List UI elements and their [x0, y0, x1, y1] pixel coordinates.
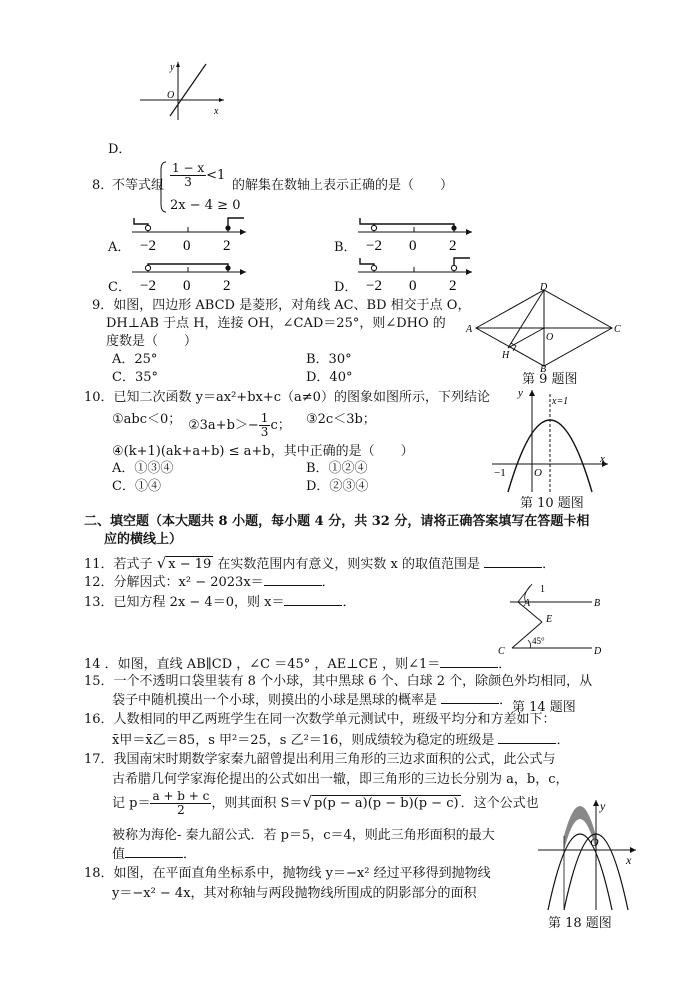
- q11-sqrt: √ x − 19: [156, 554, 212, 572]
- q8-number: 8．: [92, 178, 114, 193]
- q17-sqrt: √ p(p − a)(p − b)(p − c): [302, 793, 459, 812]
- q8c-tick-2: 2: [223, 278, 231, 294]
- q10-axis-label: x=1: [552, 396, 569, 407]
- q14-text: 14 ．如图，直线 AB∥CD ，∠C ＝45° ，AE⊥CE ，则∠1＝: [84, 657, 441, 672]
- q16-end: ．: [556, 733, 570, 748]
- q11: [84, 554, 555, 573]
- q14-end: ．: [498, 657, 512, 672]
- q17-end: ．: [183, 847, 197, 862]
- q15-end: ．: [499, 693, 513, 708]
- q9-point-d: D: [540, 282, 548, 293]
- q10-text-line1: 10．已知二次函数 y＝ax²+bx+c（a≠0）的图象如图所示，下列结论: [84, 390, 490, 405]
- q11-end: ．: [542, 557, 556, 572]
- q8d-tick-neg2: −2: [366, 278, 382, 294]
- q16-line2: [112, 732, 569, 749]
- q10-option-c: C．①④: [112, 479, 161, 494]
- q17-line3: [112, 790, 539, 817]
- q13-answer-blank[interactable]: [284, 594, 342, 606]
- q8a-tick-neg2: −2: [140, 238, 156, 254]
- q7-origin-label: O: [167, 90, 175, 101]
- q17-p-num: a + b + c: [152, 789, 210, 803]
- section2-heading-line2: 应的横线上）: [104, 532, 183, 547]
- q11-answer-blank[interactable]: [484, 556, 542, 568]
- q9-option-d: D．40°: [306, 370, 353, 385]
- q18-line2: y＝−x² − 4x，其对称轴与两段抛物线所围成的阴影部分的面积: [112, 886, 477, 901]
- q9-text-line2: DH⊥AB 于点 H，连接 OH，∠CAD＝25°，则∠DHO 的: [106, 316, 446, 331]
- q9-point-c: C: [614, 324, 621, 335]
- q17-p-den: 2: [177, 803, 185, 818]
- q12: [84, 574, 335, 591]
- q10-caption: 第 10 题图: [520, 496, 584, 511]
- q18-caption: 第 18 题图: [548, 916, 612, 931]
- q15-line1: 15．一个不透明口袋里装有 8 个小球，其中黑球 6 个、白球 2 个，除颜色外均相同，从: [84, 674, 593, 689]
- q14-point-d: D: [594, 646, 602, 657]
- q10-origin-label: O: [534, 467, 542, 479]
- q9-option-c: C．35°: [112, 370, 158, 385]
- q9-point-b: B: [540, 364, 547, 372]
- q13: [84, 594, 355, 611]
- q15-answer-blank[interactable]: [441, 692, 499, 704]
- q7-option-d-graph: [134, 58, 234, 122]
- q14-point-b: B: [594, 598, 601, 609]
- q8-inequality-2: 2x − 4 ≥ 0: [170, 198, 241, 213]
- q8b-tick-neg2: −2: [366, 238, 382, 254]
- q17-line5-text: 值: [112, 847, 126, 862]
- q10-y-label: y: [518, 387, 523, 399]
- q7-y-label: y: [170, 62, 175, 73]
- q12-end: ．: [321, 575, 335, 590]
- q8a-tick-2: 2: [223, 238, 231, 254]
- q17-line4: 被称为海伦- 秦九韶公式．若 p＝5，c＝4，则此三角形面积的最大: [112, 828, 495, 843]
- q9-option-a: A．25°: [112, 352, 158, 367]
- q14-caption: 第 14 题图: [512, 700, 576, 715]
- q9-point-a: A: [466, 324, 473, 335]
- q11-radicand: x − 19: [168, 557, 212, 572]
- q8d-tick-2: 2: [449, 278, 457, 294]
- q8b-tick-2: 2: [449, 238, 457, 254]
- q14-answer-blank[interactable]: [440, 656, 498, 668]
- q7-option-d: D．: [108, 142, 132, 157]
- q17-line3-b: ，则其面积 S＝: [211, 796, 303, 812]
- q8-option-d-label: D．: [334, 280, 358, 295]
- q8a-tick-0: 0: [183, 238, 191, 254]
- q8-inequality-1: [170, 162, 225, 189]
- q9-rhombus-figure: [462, 282, 622, 372]
- q14: [84, 656, 511, 673]
- q8-ineq1-rel: <1: [206, 168, 226, 184]
- q10-x-label: x: [600, 453, 605, 465]
- q18-parabola-figure: [534, 796, 640, 912]
- q17-line3-a: 记 p＝: [112, 796, 151, 812]
- q14-point-c: C: [498, 646, 505, 657]
- q10-conc2-num: 1: [260, 411, 269, 425]
- q8-option-c-label: C．: [108, 280, 131, 295]
- q10-conclusion-4: ④(k+1)(ak+a+b) ≤ a+b，其中正确的是（ ）: [112, 444, 414, 459]
- q18-line1: 18．如图，在平面直角坐标系中，抛物线 y＝−x² 经过平移得到抛物线: [84, 866, 491, 881]
- q10-option-d: D．②③④: [306, 479, 369, 494]
- q18-y-label: y: [600, 799, 606, 813]
- q8c-tick-0: 0: [183, 278, 191, 294]
- q10-conc2-den: 3: [260, 425, 269, 440]
- q9-text-line3: 度数是（ ）: [106, 334, 198, 349]
- q14-figure: [492, 578, 624, 660]
- q14-angle1-label: 1: [540, 584, 545, 595]
- q10-parabola-graph: [488, 384, 612, 494]
- q8-ineq1-den: 3: [184, 175, 192, 190]
- q14-angle45-label: 45°: [532, 636, 545, 646]
- q10-option-b: B．①②④: [306, 461, 368, 476]
- q16-answer-blank[interactable]: [498, 732, 556, 744]
- q10-neg1-label: −1: [494, 467, 506, 479]
- q9-point-o: O: [546, 332, 554, 343]
- q17-line2: 古希腊几何学家海伦提出的公式如出一辙，即三角形的三边长分别为 a，b，c，: [112, 772, 569, 787]
- q13-end: ．: [342, 595, 356, 610]
- q17-line1: 17．我国南宋时期数学家秦九韶曾提出利用三角形的三边求面积的公式，此公式与: [84, 752, 556, 767]
- q16-text: x̄甲＝x̄乙＝85，s 甲²＝25，s 乙²＝16，则成绩较为稳定的班级是: [112, 733, 499, 748]
- q11-text-a: 11．若式子: [84, 557, 157, 572]
- q8d-tick-0: 0: [409, 278, 417, 294]
- q12-text: 12．分解因式：x² − 2023x＝: [84, 575, 264, 590]
- q10-option-a: A．①③④: [112, 461, 174, 476]
- q17-sqrt-content: p(p − a)(p − b)(p − c): [314, 796, 459, 812]
- q9-option-b: B．30°: [306, 352, 352, 367]
- q8c-tick-neg2: −2: [140, 278, 156, 294]
- q14-point-e: E: [546, 614, 553, 625]
- q8-brace: [158, 160, 168, 214]
- q7-x-label: x: [214, 106, 219, 117]
- q18-origin-label: O: [590, 835, 599, 849]
- q15-line2: [112, 692, 512, 709]
- q10-conclusion-1: ①abc＜0；: [112, 412, 182, 427]
- q16-line1: 16．人数相同的甲乙两班学生在同一次数学单元测试中，班级平均分和方差如下：: [84, 712, 556, 727]
- q8-ineq1-num: 1 − x: [172, 161, 205, 175]
- q14-point-a: A: [524, 598, 531, 609]
- q13-text: 13．已知方程 2x − 4＝0，则 x＝: [84, 595, 285, 610]
- q8-option-a-label: A．: [108, 240, 131, 255]
- q8-option-c-numberline: [126, 252, 250, 298]
- q10-conc2-a: ②3a+b＞−: [188, 418, 259, 434]
- q17-answer-blank[interactable]: [125, 846, 183, 858]
- q12-answer-blank[interactable]: [264, 574, 322, 586]
- q15-text: 袋子中随机摸出一个小球，则摸出的小球是黑球的概率是: [112, 693, 442, 708]
- q17-line5: [112, 846, 196, 863]
- q9-caption: 第 9 题图: [522, 372, 578, 387]
- q8-option-b-label: B．: [334, 240, 357, 255]
- q8-prefix: 不等式组: [112, 178, 165, 193]
- q10-conclusion-2: [188, 412, 291, 439]
- q10-conclusion-3: ③2c＜3b；: [306, 412, 376, 427]
- q9-text-line1: 9．如图，四边形 ABCD 是菱形，对角线 AC、BD 相交于点 O，: [92, 298, 471, 313]
- q10-conc2-b: c；: [270, 418, 291, 434]
- q11-text-b: 在实数范围内有意义，则实数 x 的取值范围是: [213, 557, 485, 572]
- q18-x-label: x: [626, 853, 632, 867]
- section2-heading-line1: 二、填空题（本大题共 8 小题，每小题 4 分，共 32 分，请将正确答案填写在答题卡相: [84, 514, 590, 529]
- q8-option-d-numberline: [352, 252, 476, 298]
- q17-line3-c: ．这个公式也: [460, 796, 539, 812]
- q8-question: 的解集在数轴上表示正确的是（ ）: [232, 178, 454, 193]
- q8b-tick-0: 0: [409, 238, 417, 254]
- q9-point-h: H: [502, 350, 510, 361]
